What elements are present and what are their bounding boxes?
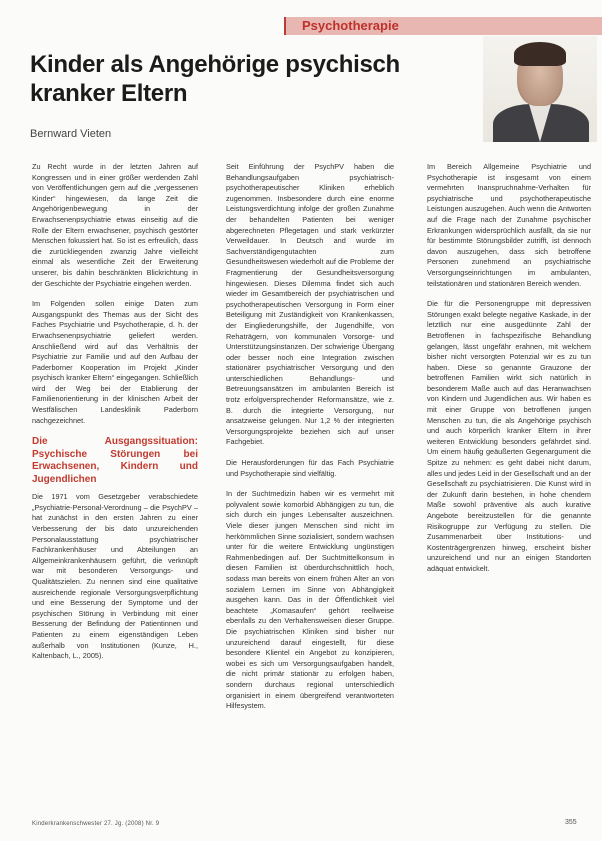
paragraph: In der Suchtmedizin haben wir es vermehrt mit polyvalent sowie komorbid Abhängigen zu tun, die sich durch ein junges Lebensalter auszeichnen. Viele dieser jungen Menschen sind nicht im herkömmlichen Sinne sozialisiert, sondern wachsen unter für die weitere Entwicklung ungünstigen Rahmenbedingen auf. Der Suchtmittelkonsum in diesen Familien ist überdurchschnittlich hoch, sodass man bereits von einem frühen Alter an von sozialem Lernen im Sinne von Abhängigkeit ausgehen kann. Das in der Öffentlichkeit viel beachtete „Komasaufen“ gehört reellweise ebenfalls zu den Verhaltensweisen dieser Gruppe. Die psychiatrischen Kliniken sind bisher nur unzureichend darauf eingestellt, für diese besondere Klientel ein Angebot zu konzipieren, wobei es sich um Versorgungsaufgaben handelt, die nicht primär stationär zu erfolgen haben, sondern durchaus regional unterschiedlich organisiert in einem übergreifend verantworteten Hilfesystem. [226,489,394,711]
section-label: Psychotherapie [302,18,399,33]
journal-footer: Kinderkrankenschwester 27. Jg. (2008) Nr. 9 [32,821,160,827]
author-name: Bernward Vieten [30,128,112,140]
text-column-3 [427,162,591,585]
paragraph: Im Bereich Allgemeine Psychiatrie und Psychotherapie ist insgesamt von einem vermehrten Inanspruchnahme-Verhalten für psychiatrische und psychotherapeutische Leistungen auszugehen. Auch wenn die Antworten auf die Frage nach der Zunahme psychischer Erkrankungen widersprüchlich ausfällt, da sie nur für bestimmte Störungsbilder zutrifft, ist dennoch davon auszugehen, dass sich betroffene Personen zunehmend an psychiatrische Versorgungseinrichtungen im ambulanten, teilstationären und stationären Bereich wenden. [427,162,591,288]
section-subheading: Die Ausgangssituation: Psychische Störungen bei Erwachsenen, Kindern und Jugendlichen [32,436,198,485]
paragraph: Die 1971 vom Gesetzgeber verabschiedete „Psychiatrie-Personal-Verordnung – die PsychPV – hat zunächst in den ersten Jahren zu einer Verbesserung der bis dato unzureichenden Personalausstattung psychiatrischer Fachkrankenhäuser und Abteilungen an Allgemeinkrankenhäusern geführt, die verknüpft war mit besonderen Versorgungs- und Qualitätszielen. Zu nennen sind eine qualitative ausreichende regionale Versorgungsverpflichtung und eine Besserung der Symptome und der psychischen Störung in Verbindung mit einer Besserung der Befindung der Patientinnen und Patienten zu einem eigenständigen Leben außerhalb von Institutionen (Kunze, H., Kaltenbach, L., 2005). [32,492,198,661]
paragraph: Seit Einführung der PsychPV haben die Behandlungsaufgaben psychiatrisch-psychotherapeutischer Kliniken erheblich zugenommen. Insbesondere durch eine enorme Leistungsverdichtung infolge der großen Zunahme der behandelten Patienten bei weniger abgerechneten Pflegetagen und stark verkürzter Verweildauer. In Deutsch and wurde im Sachverständigengutachten zum Gesundheitswesen wiederholt auf die Probleme der Fragmentierung der Gesundheitsversorgung hingewiesen. Dieses Dilemma findet sich auch wieder im Gesamtbereich der psychiatrischen und psychotherapeutischen Versorgung in Form einer Beteiligung mit Zuständigkeit von Krankenkassen, der Eingliederungshilfe, der Jugendhilfe, von Rehaträgern, von kommunalen Vorsorge- und Unterstützungsinstanzen. Der schwierige Übergang oder besser noch eine Integration zwischen stationärer psychiatrischer Versorgung und den unterschiedlichen Behandlungs- und Betreuungsansätzen im ambulanten Bereich ist trotz erfolgversprechender Reformansätze, wie z. B. durch die integrierte Versorgung, nur ansatzweise gelungen. Nur 1,2 % der integrierten Versorgungsprojekte beziehen sich auf unser Fachgebiet. [226,162,394,447]
text-column-2 [226,162,394,722]
text-column-1 [32,162,198,672]
author-photo [483,36,597,142]
paragraph: Die Herausforderungen für das Fach Psychiatrie und Psychotherapie sind vielfältig. [226,458,394,478]
page-number: 355 [565,819,577,826]
paragraph: Im Folgenden sollen einige Daten zum Ausgangspunkt des Themas aus der Sicht des Faches Psychiatrie und Psychotherapie, d. h. der Erwachsenenpsychiatrie geliefert werden. Anschließend wird auf das Verhältnis der Psychiatrie zur Familie und auf den Aufbau der Paderborner Kooperation im Projekt „Kinder psychisch kranker Eltern“ eingegangen. Schließlich wird der Weg bei der Etablierung der Familienorientierung in der klinischen Arbeit der Westfälischen Landesklinik Paderborn nachgezeichnet. [32,299,198,425]
paragraph: Zu Recht wurde in der letzten Jahren auf Kongressen und in einer größer werdenden Zahl von Veröffentlichungen gern auf die „vergessenen Kinder“ hingewiesen, da lange Zeit die Angehörigenbewegung in der Erwachsenenpsychiatrie etwas einseitig auf die Rolle der Eltern erwachsener, psychisch gestörter Menschen fokussiert hat. So ist es erfreulich, dass die zurückliegenden zwanzig Jahre vielleicht einmal als wesentliche Zeit der Erweiterung unserer, bis dahin beschränkten Blickrichtung in der Geschichte der Psychiatrie eingehen werden. [32,162,198,288]
paragraph: Die für die Personengruppe mit depressiven Störungen exakt belegte negative Kaskade, in der letztlich nur eine ausgedünnte Zahl der Betroffenen in fachspezifische Behandlung gelangen, lässt ungefähr erahnen, mit welchem bisher nicht versorgten Potenzial wir es zu tun haben. Diese so genannte Grauzone der betroffenen Familien wirkt sich natürlich in besonderem Maße auch auf das Heranwachsen von Kindern und Jugendlichen aus. Wir haben es mit einer Gruppe von betroffenen jungen Menschen zu tun, die als Angehörige psychisch und auch körperlich kranker Eltern in ihrer weiteren Entwicklung besonders gefährdet sind. Um einem häufig geäußerten Gegenargument die Spitze zu nehmen: es geht dabei nicht darum, alles und jedes Leid in der Gesellschaft und an der Gesellschaft zu psychiatrisieren. Die Kunst wird in der Zukunft darin bestehen, in hohe chendem Maße sowohl präventive als auch kurative Angebote bereitzustellen für die genannte Risikogruppe zur Verfügung zu stellen. Die Zusammenarbeit über Institutions- und Kostenträgergrenzen hinweg, erscheint bisher unzureichend und nur an einigen Standorten adäquat entwickelt. [427,299,591,573]
article-title: Kinder als Angehörige psychisch kranker Eltern [30,51,400,107]
photo-hair-shape [514,42,566,66]
